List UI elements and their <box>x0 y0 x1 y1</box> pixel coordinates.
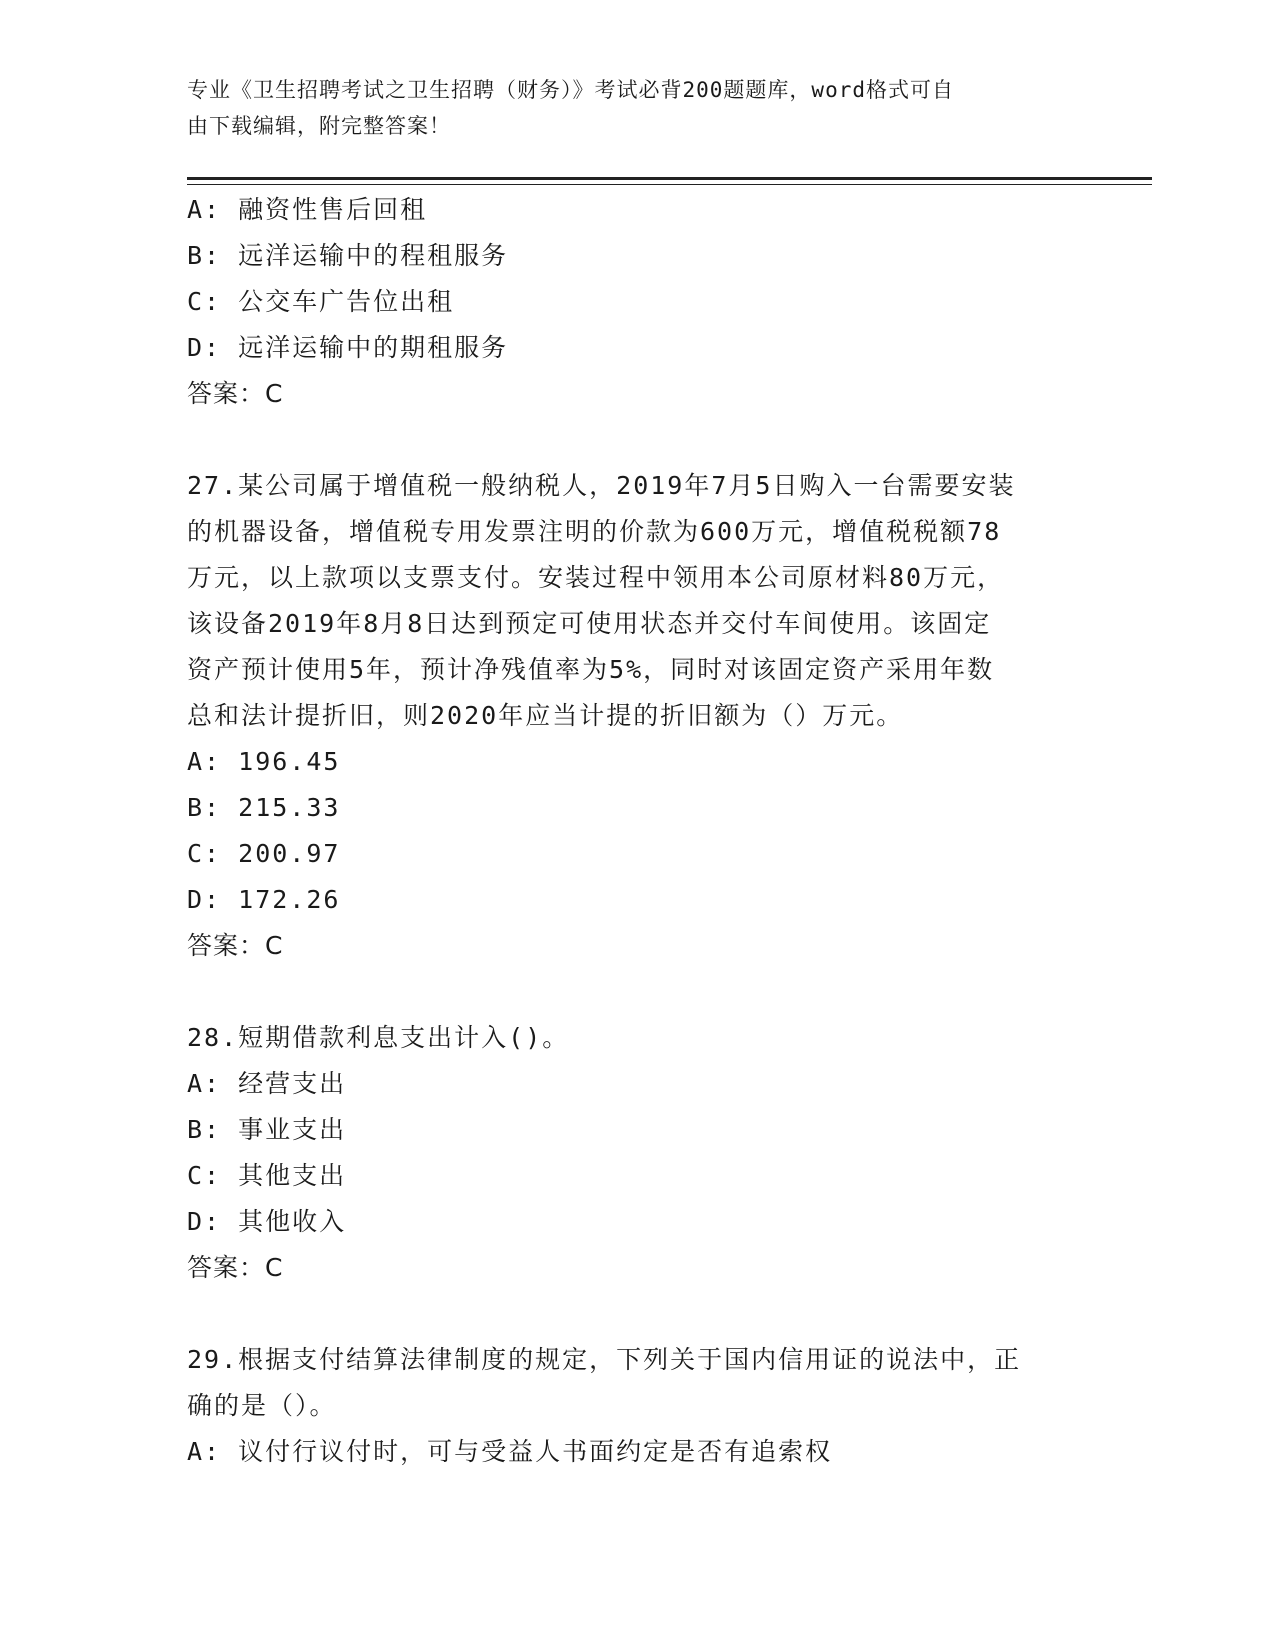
header-divider-thin <box>187 184 1152 185</box>
spacer <box>187 1291 1087 1337</box>
option-b: B: 远洋运输中的程租服务 <box>187 241 509 270</box>
option-a: A: 196.45 <box>187 747 341 776</box>
header-line-2: 由下载编辑，附完整答案！ <box>187 114 451 138</box>
question-list <box>187 187 1087 1475</box>
option-c: C: 200.97 <box>187 839 341 868</box>
header-line-1: 专业《卫生招聘考试之卫生招聘（财务）》考试必背200题题库，word格式可自 <box>187 78 954 102</box>
answer-line: 答案：C <box>187 379 284 408</box>
question-block-prev <box>187 187 1087 417</box>
spacer <box>187 969 1087 1015</box>
document-header <box>187 72 1067 144</box>
option-a: A: 经营支出 <box>187 1069 347 1098</box>
header-divider-thick <box>187 177 1152 180</box>
option-b: B: 215.33 <box>187 793 341 822</box>
question-text-line: 总和法计提折旧，则2020年应当计提的折旧额为（）万元。 <box>187 701 904 730</box>
option-c: C: 公交车广告位出租 <box>187 287 455 316</box>
option-d: D: 远洋运输中的期租服务 <box>187 333 509 362</box>
spacer <box>187 417 1087 463</box>
question-text-line: 万元，以上款项以支票支付。安装过程中领用本公司原材料80万元， <box>187 563 1005 592</box>
option-d: D: 其他收入 <box>187 1207 347 1236</box>
question-text-line: 29.根据支付结算法律制度的规定，下列关于国内信用证的说法中，正 <box>187 1345 1022 1374</box>
option-a: A: 议付行议付时，可与受益人书面约定是否有追索权 <box>187 1437 833 1466</box>
question-text-line: 的机器设备，增值税专用发票注明的价款为600万元，增值税税额78 <box>187 517 1002 546</box>
question-text-line: 确的是（）。 <box>187 1391 337 1420</box>
option-a: A: 融资性售后回租 <box>187 195 428 224</box>
question-block-29 <box>187 1337 1087 1475</box>
option-d: D: 172.26 <box>187 885 341 914</box>
question-text-line: 27.某公司属于增值税一般纳税人，2019年7月5日购入一台需要安装 <box>187 471 1016 500</box>
question-text-line: 该设备2019年8月8日达到预定可使用状态并交付车间使用。该固定 <box>187 609 992 638</box>
option-b: B: 事业支出 <box>187 1115 347 1144</box>
question-text-line: 28.短期借款利息支出计入()。 <box>187 1023 570 1052</box>
option-c: C: 其他支出 <box>187 1161 347 1190</box>
question-text-line: 资产预计使用5年，预计净残值率为5%，同时对该固定资产采用年数 <box>187 655 995 684</box>
question-block-27 <box>187 463 1087 969</box>
question-block-28 <box>187 1015 1087 1291</box>
answer-line: 答案：C <box>187 1253 284 1282</box>
answer-line: 答案：C <box>187 931 284 960</box>
